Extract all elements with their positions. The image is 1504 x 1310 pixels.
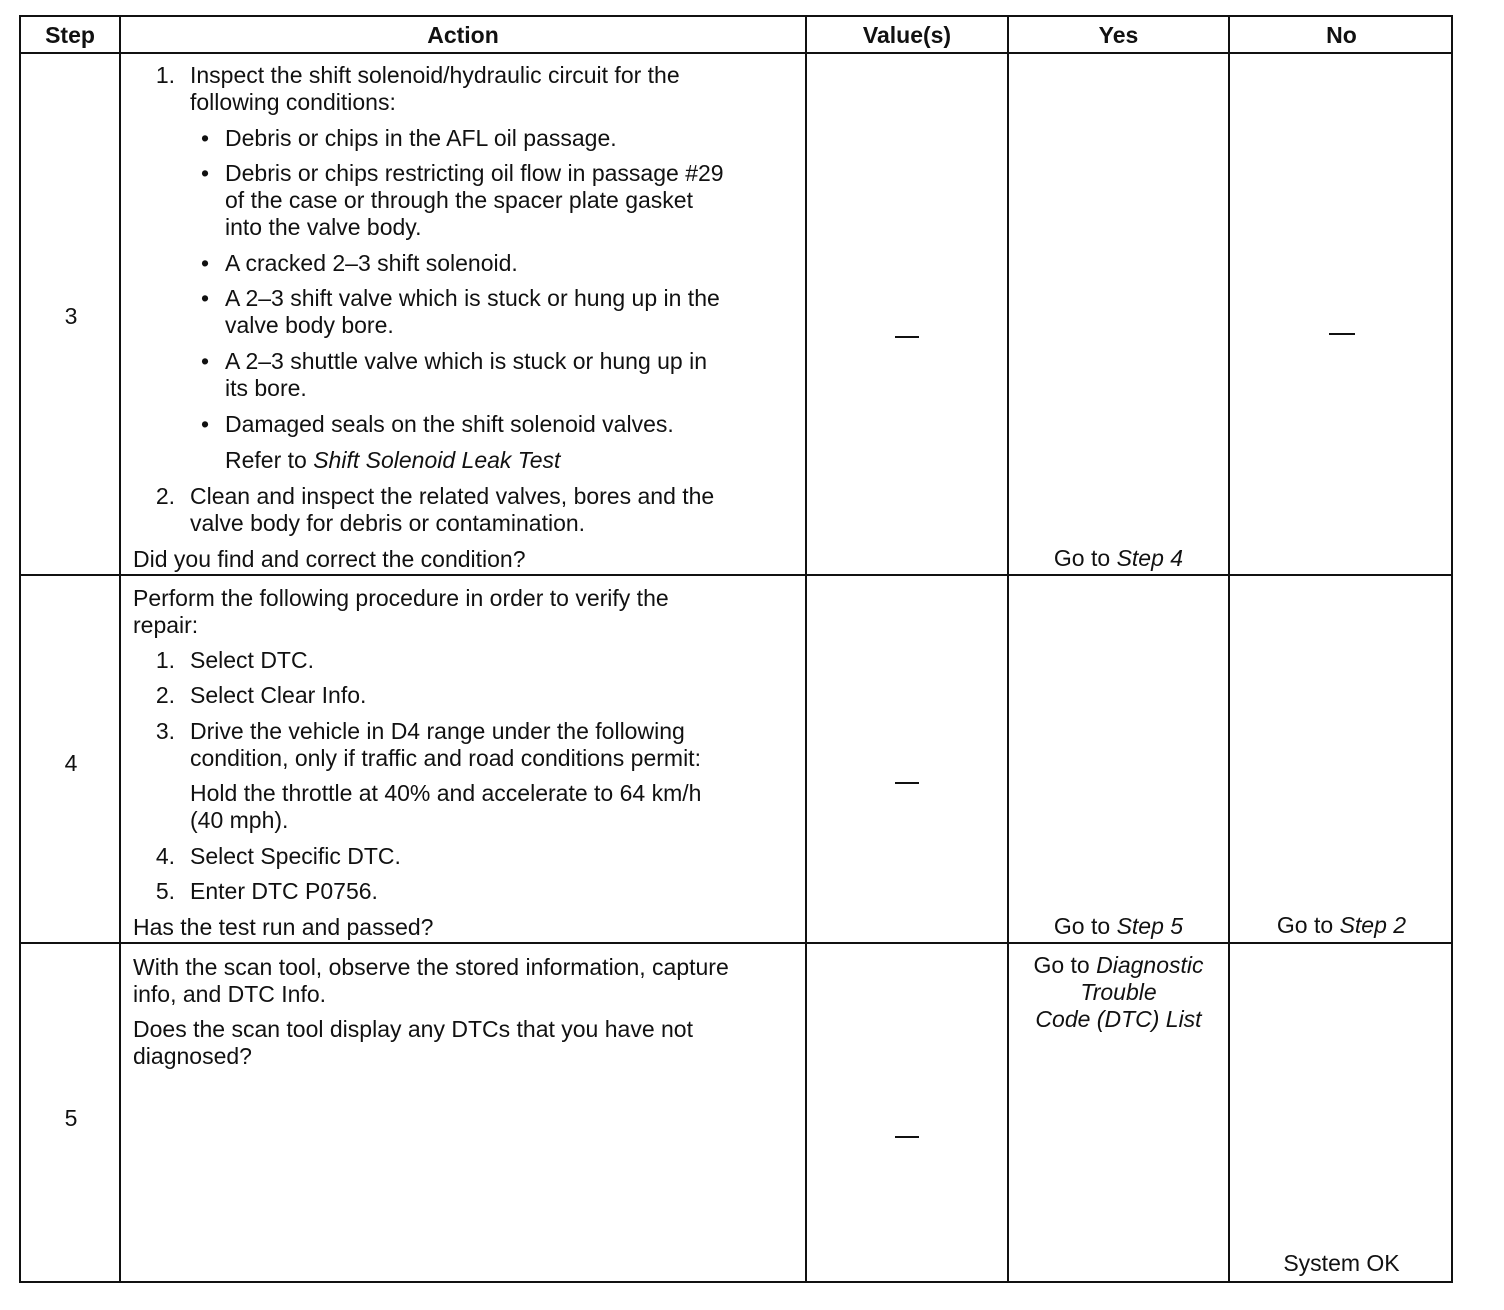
list-number: 2. (155, 483, 175, 509)
header-action: Action (427, 21, 499, 48)
col-divider (1228, 17, 1230, 1281)
dtc-list-link[interactable]: Code (DTC) List (1035, 1006, 1202, 1032)
action-question: Does the scan tool display any DTCs that you have not (133, 1016, 693, 1042)
step-number: 4 (64, 750, 78, 776)
bullet: • (201, 160, 210, 186)
list-number: 1. (155, 647, 175, 673)
yes-go-to (1009, 952, 1228, 979)
go-to-prefix: Go to (1053, 545, 1117, 571)
action-text: Debris or chips in the AFL oil passage. (225, 125, 617, 151)
go-to-step-link[interactable]: Step 2 (1339, 912, 1407, 938)
value-dash (807, 317, 1007, 344)
action-question: Did you find and correct the condition? (133, 546, 526, 572)
no-go-to (1230, 912, 1453, 939)
bullet: • (201, 285, 210, 311)
action-text: Hold the throttle at 40% and accelerate to 64 km/h (190, 780, 702, 806)
bullet: • (201, 411, 210, 437)
action-text: Damaged seals on the shift solenoid valves. (225, 411, 674, 437)
action-text: following conditions: (190, 89, 396, 115)
step-number: 5 (64, 1105, 78, 1131)
refer-prefix: Refer to (225, 447, 314, 473)
yes-go-to (1009, 913, 1228, 940)
action-text: With the scan tool, observe the stored information, capture (133, 954, 729, 980)
list-number: 2. (155, 682, 175, 708)
header-values: Value(s) (862, 21, 952, 48)
action-text: A 2–3 shift valve which is stuck or hung up in the (225, 285, 720, 311)
go-to-prefix: Go to (1276, 912, 1340, 938)
go-to-step-link[interactable]: Step 5 (1116, 913, 1184, 939)
action-text: Debris or chips restricting oil flow in passage #29 (225, 160, 724, 186)
list-number: 3. (155, 718, 175, 744)
action-text: Select Clear Info. (190, 682, 367, 708)
list-number: 5. (155, 878, 175, 904)
bullet: • (201, 125, 210, 151)
bullet: • (201, 250, 210, 276)
action-text: of the case or through the spacer plate gasket (225, 187, 693, 213)
action-text: Select DTC. (190, 647, 314, 673)
header-no: No (1326, 21, 1357, 48)
action-text: repair: (133, 612, 199, 638)
action-text: valve body for debris or contamination. (190, 510, 586, 536)
row-divider (21, 942, 1451, 944)
list-number: 4. (155, 843, 175, 869)
refer-line (225, 447, 560, 474)
action-text: Inspect the shift solenoid/hydraulic circuit for the (190, 62, 680, 88)
dtc-list-link[interactable]: Trouble (1080, 979, 1157, 1005)
action-text: info, and DTC Info. (133, 981, 327, 1007)
action-text: Drive the vehicle in D4 range under the following (190, 718, 685, 744)
action-text: valve body bore. (225, 312, 394, 338)
action-question: Has the test run and passed? (133, 914, 434, 940)
action-text: Enter DTC P0756. (190, 878, 378, 904)
step-number: 3 (64, 303, 78, 329)
no-result: System OK (1283, 1250, 1400, 1276)
col-divider (805, 17, 807, 1281)
refer-link[interactable]: Shift Solenoid Leak Test (313, 447, 561, 473)
action-text: Perform the following procedure in order to verify the (133, 585, 669, 611)
yes-go-to (1009, 545, 1228, 572)
yes-go-to-cont (1009, 1006, 1228, 1033)
diagnostic-table (19, 15, 1453, 1283)
yes-go-to-cont (1009, 979, 1228, 1006)
dtc-list-link[interactable]: Diagnostic (1096, 952, 1204, 978)
col-divider (119, 17, 121, 1281)
action-text: (40 mph). (190, 807, 289, 833)
list-number: 1. (155, 62, 175, 88)
header-step: Step (45, 21, 95, 48)
action-text: Select Specific DTC. (190, 843, 401, 869)
go-to-step-link[interactable]: Step 4 (1116, 545, 1184, 571)
col-divider (1007, 17, 1009, 1281)
action-text: its bore. (225, 375, 307, 401)
no-dash (1230, 314, 1453, 341)
go-to-prefix: Go to (1033, 952, 1097, 978)
value-dash (807, 763, 1007, 790)
action-question: diagnosed? (133, 1043, 252, 1069)
header-yes: Yes (1098, 21, 1139, 48)
action-text: A cracked 2–3 shift solenoid. (225, 250, 518, 276)
value-dash (807, 1117, 1007, 1144)
action-text: A 2–3 shuttle valve which is stuck or hung up in (225, 348, 708, 374)
row-divider (21, 574, 1451, 576)
go-to-prefix: Go to (1053, 913, 1117, 939)
action-text: Clean and inspect the related valves, bores and the (190, 483, 715, 509)
action-text: condition, only if traffic and road conditions permit: (190, 745, 701, 771)
bullet: • (201, 348, 210, 374)
action-text: into the valve body. (225, 214, 422, 240)
